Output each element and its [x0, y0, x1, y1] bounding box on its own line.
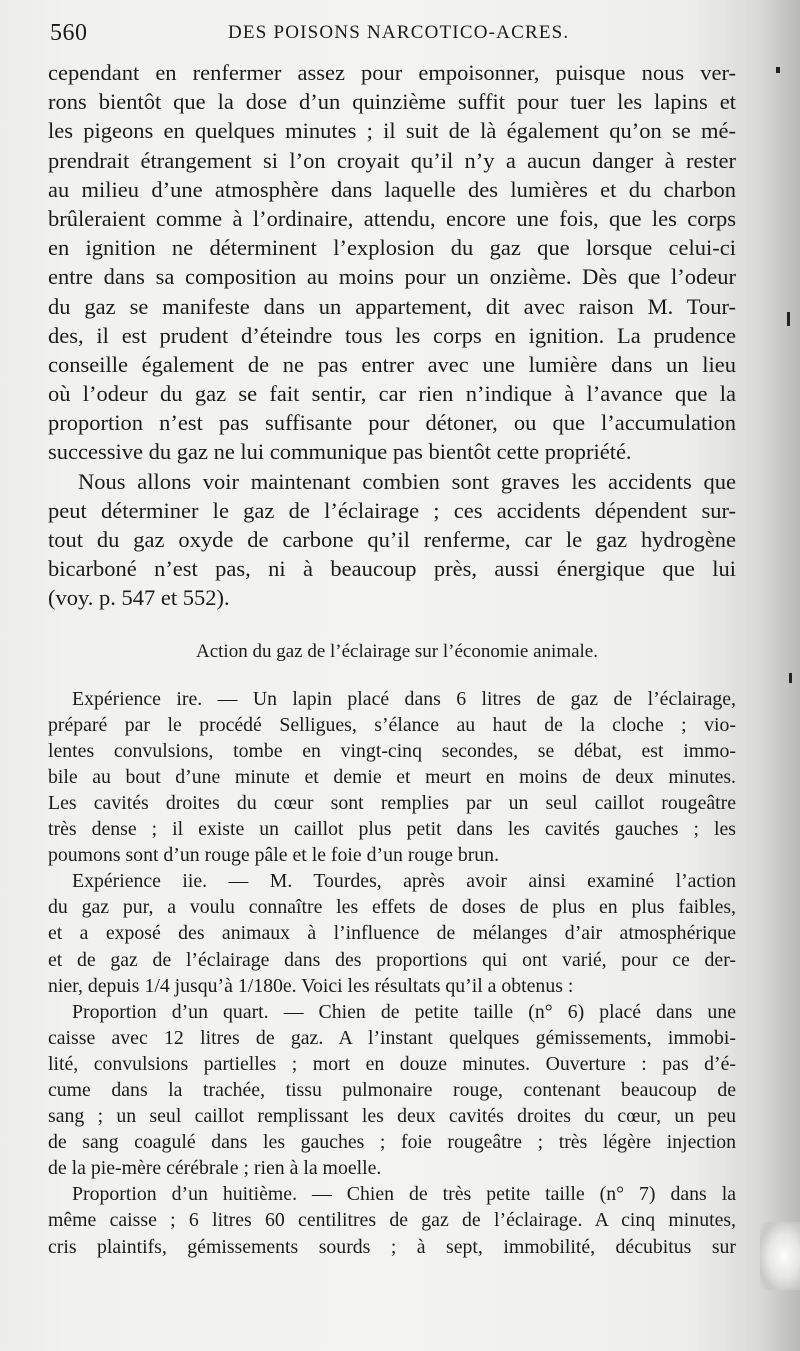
text-line: Nous allons voir maintenant combien sont graves les accidents que — [78, 468, 736, 494]
text-line: rons bientôt que la dose d’un quinzième suffit pour tuer les lapins et — [48, 89, 736, 115]
experiment-2 — [48, 868, 736, 998]
text-line: en ignition ne déterminent l’explosion du gaz que lorsque celui-ci — [48, 235, 736, 261]
text-line: et de gaz de l’éclairage dans des proportions qui ont varié, pour ce der- — [48, 948, 736, 971]
text-line: cependant en renfermer assez pour empoisonner, puisque nous ver- — [48, 60, 736, 85]
text-line: bicarboné n’est pas, ni à beaucoup près, aussi énergique que lui — [48, 556, 736, 582]
section-heading: Action du gaz de l’éclairage sur l’économie animale. — [196, 640, 598, 662]
text-line: les pigeons en quelques minutes ; il suit de là également qu’on se mé- — [48, 118, 736, 144]
paragraph-2 — [48, 467, 736, 613]
text-line: de la pie-mère cérébrale ; rien à la moelle. — [48, 1157, 382, 1180]
text-line: des, il est prudent d’éteindre tous les corps en ignition. La prudence — [48, 322, 736, 348]
text-line: Expérience ire. — Un lapin placé dans 6 litres de gaz de l’éclairage, — [72, 687, 736, 710]
text-line: où l’odeur du gaz se fait sentir, car rien n’indique à l’avance que la — [48, 381, 736, 407]
text-line: Proportion d’un quart. — Chien de petite taille (n° 6) placé dans une — [72, 1000, 736, 1023]
text-line: cris plaintifs, gémissements sourds ; à sept, immobilité, décubitus sur — [48, 1235, 736, 1258]
spacer — [48, 666, 736, 686]
text-line: proportion n’est pas suffisante pour détoner, ou que l’accumulation — [48, 410, 736, 436]
text-line: Les cavités droites du cœur sont remplies par un seul caillot rougeâtre — [48, 791, 736, 814]
margin-mark — [789, 673, 792, 683]
proportion-huitieme — [48, 1181, 736, 1259]
text-line: cume dans la trachée, tissu pulmonaire rouge, contenant beaucoup de — [48, 1078, 736, 1101]
margin-mark — [787, 312, 790, 326]
text-line: entre dans sa composition au moins pour un onzième. Dès que l’odeur — [48, 264, 736, 290]
text-line: brûleraient comme à l’ordinaire, attendu, encore une fois, que les corps — [48, 205, 736, 231]
text-line: peut déterminer le gaz de l’éclairage ; ces accidents dépendent sur- — [48, 497, 736, 523]
page-number: 560 — [50, 20, 88, 46]
text-line: lentes convulsions, tombe en vingt-cinq secondes, se débat, est immo- — [48, 739, 736, 762]
text-line: caisse avec 12 litres de gaz. A l’instant quelques gémissements, immobi- — [48, 1026, 736, 1049]
text-line: prendrait étrangement si l’on croyait qu’il n’y a aucun danger à rester — [48, 147, 736, 173]
text-line: tout du gaz oxyde de carbone qu’il renferme, car le gaz hydrogène — [48, 527, 736, 552]
spacer — [48, 613, 736, 638]
text-line: très dense ; il existe un caillot plus petit dans les cavités gauches ; les — [48, 818, 736, 841]
text-line: Proportion d’un huitième. — Chien de très petite taille (n° 7) dans la — [72, 1183, 736, 1206]
paragraph-1 — [48, 58, 736, 467]
text-line: poumons sont d’un rouge pâle et le foie d’un rouge brun. — [48, 844, 500, 867]
text-line: conseille également de ne pas entrer avec une lumière dans un lieu — [48, 351, 736, 377]
text-line: même caisse ; 6 litres 60 centilitres de gaz de l’éclairage. A cinq minutes, — [48, 1209, 736, 1232]
text-line: Expérience iie. — M. Tourdes, après avoir ainsi examiné l’action — [72, 870, 736, 893]
text-line: et a exposé des animaux à l’influence de mélanges d’air atmosphérique — [48, 922, 736, 945]
text-line: du gaz se manifeste dans un appartement, dit avec raison M. Tour- — [48, 293, 736, 319]
text-line: lité, convulsions partielles ; mort en douze minutes. Ouverture : pas d’é- — [48, 1052, 736, 1075]
text-line: sang ; un seul caillot remplissant les deux cavités droites du cœur, un peu — [48, 1105, 736, 1128]
text-line: préparé par le procédé Selligues, s’élance au haut de la cloche ; vio- — [48, 713, 736, 736]
text-line: au milieu d’une atmosphère dans laquelle des lumières et du charbon — [48, 176, 736, 202]
text-line: du gaz pur, a voulu connaître les effets de doses de plus en plus faibles, — [48, 896, 736, 919]
running-title: DES POISONS NARCOTICO-ACRES. — [228, 22, 570, 43]
text-line: bile au bout d’une minute et demie et meurt en moins de deux minutes. — [48, 765, 736, 788]
page-body — [48, 58, 736, 1260]
proportion-quart — [48, 999, 736, 1182]
text-line: successive du gaz ne lui communique pas bientôt cette propriété. — [48, 439, 632, 465]
experiment-1 — [48, 686, 736, 869]
text-line: nier, depuis 1/4 jusqu’à 1/180e. Voici les résultats qu’il a obtenus : — [48, 974, 574, 997]
margin-mark — [776, 67, 780, 73]
text-line: de sang coagulé dans les gauches ; foie rougeâtre ; très légère injection — [48, 1131, 736, 1154]
binding-tab — [760, 1222, 800, 1290]
text-line: (voy. p. 547 et 552). — [48, 585, 230, 611]
